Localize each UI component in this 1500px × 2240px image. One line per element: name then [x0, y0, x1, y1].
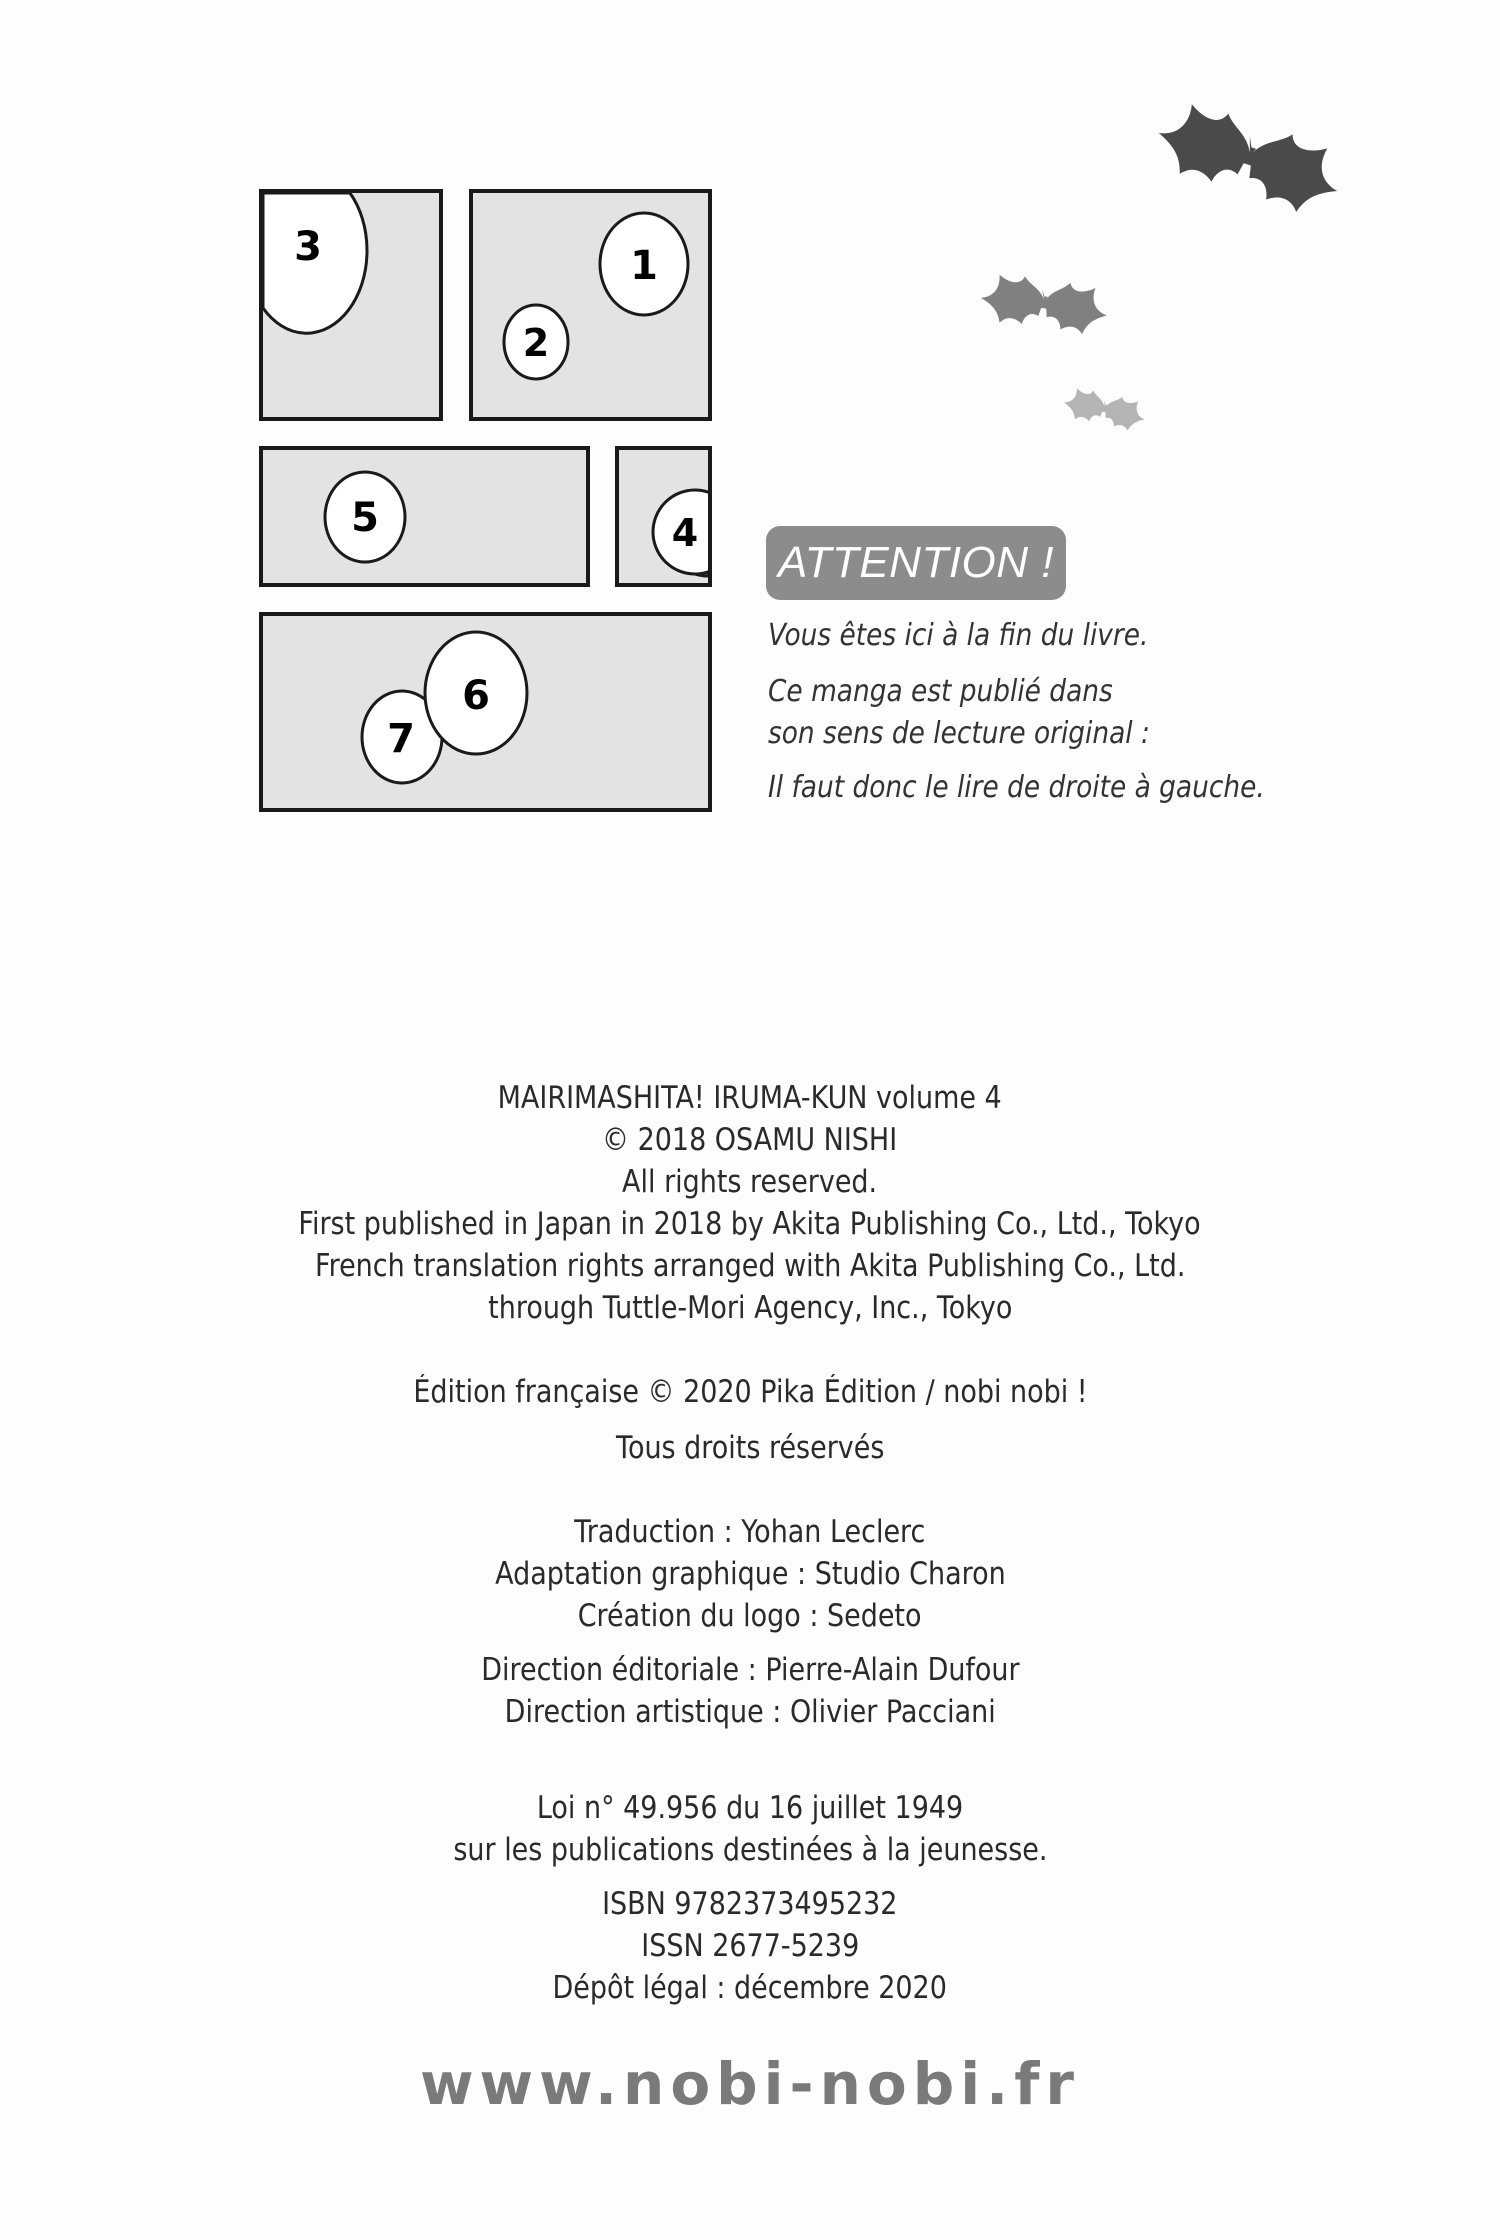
credit-agency: through Tuttle-Mori Agency, Inc., Tokyo — [487, 1290, 1013, 1326]
panel-5 — [261, 448, 588, 585]
panel-number-3: 3 — [294, 224, 322, 270]
credit-direction-editoriale: Direction éditoriale : Pierre-Alain Dufour — [480, 1652, 1020, 1688]
credit-loi-2: sur les publications destinées à la jeunesse. — [452, 1832, 1048, 1868]
panel-number-4: 4 — [671, 511, 699, 555]
panel-number-7: 7 — [387, 716, 415, 762]
credit-traduction: Traduction : Yohan Leclerc — [574, 1514, 926, 1550]
credit-first-pub: First published in Japan in 2018 by Akita Publishing Co., Ltd., Tokyo — [298, 1206, 1202, 1242]
credit-direction-artistique: Direction artistique : Olivier Pacciani — [504, 1694, 996, 1730]
panel-number-6: 6 — [462, 673, 490, 719]
bat-small-icon — [1061, 385, 1148, 433]
panel-number-5: 5 — [351, 495, 379, 541]
panel-number-1: 1 — [630, 243, 658, 289]
credit-issn: ISSN 2677-5239 — [641, 1928, 859, 1964]
credit-adaptation: Adaptation graphique : Studio Charon — [494, 1556, 1006, 1592]
bat-medium-icon — [978, 271, 1111, 338]
credit-depot-legal: Dépôt légal : décembre 2020 — [552, 1970, 948, 2006]
panel-number-2: 2 — [522, 321, 550, 365]
credit-loi: Loi n° 49.956 du 16 juillet 1949 — [536, 1790, 964, 1826]
bats-illustration — [950, 90, 1370, 470]
attention-line: Vous êtes ici à la fin du livre. — [768, 618, 1149, 653]
attention-line: Il faut donc le lire de droite à gauche. — [768, 770, 1265, 805]
credit-rights: All rights reserved. — [622, 1164, 878, 1200]
credit-isbn: ISBN 9782373495232 — [602, 1886, 898, 1922]
attention-badge: ATTENTION ! — [766, 526, 1066, 600]
credit-title: MAIRIMASHITA! IRUMA-KUN volume 4 — [497, 1080, 1003, 1116]
bat-large-icon — [1149, 95, 1350, 222]
attention-line: son sens de lecture original : — [768, 716, 1150, 751]
website-url: www.nobi-nobi.fr — [419, 2050, 1081, 2118]
credit-droits: Tous droits réservés — [615, 1430, 885, 1466]
credit-logo: Création du logo : Sedeto — [578, 1598, 922, 1634]
credit-edition: Édition française © 2020 Pika Édition / nobi nobi ! — [412, 1374, 1088, 1410]
credit-copyright: © 2018 OSAMU NISHI — [602, 1122, 898, 1158]
attention-line: Ce manga est publié dans — [768, 674, 1113, 709]
credit-translation-rights: French translation rights arranged with Akita Publishing Co., Ltd. — [314, 1248, 1186, 1284]
